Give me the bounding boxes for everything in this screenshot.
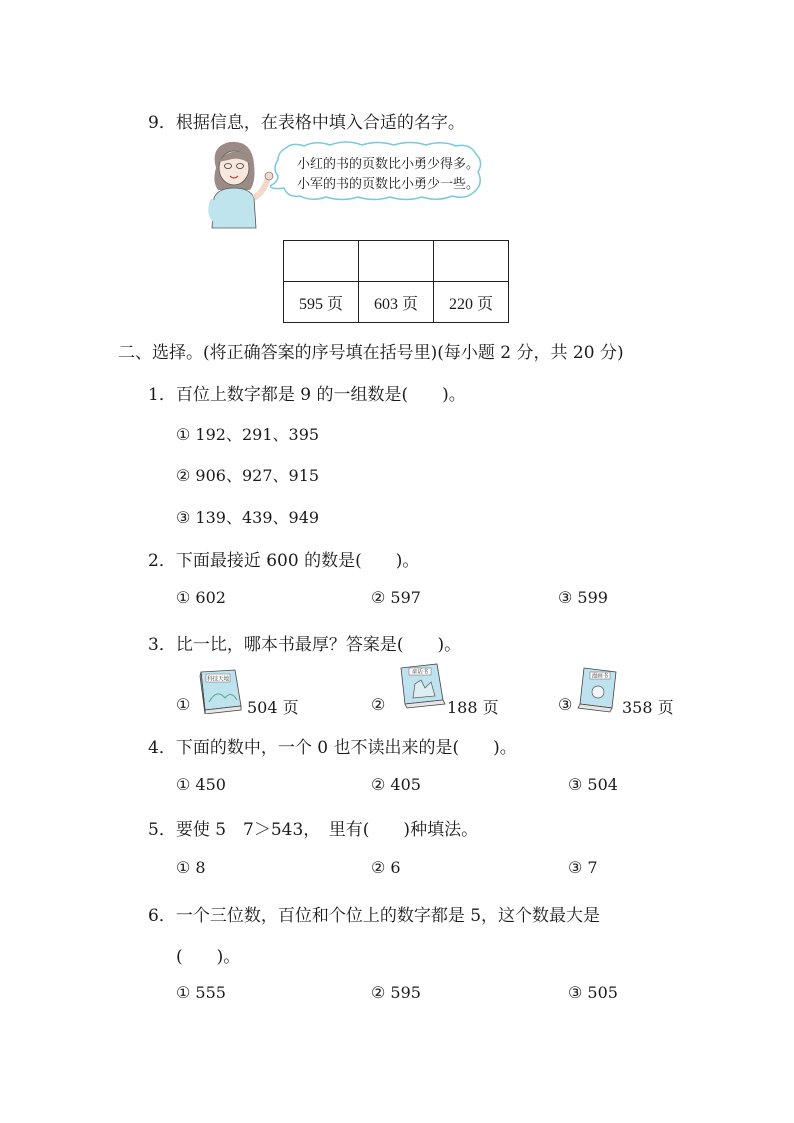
page-cell-2: 603 页 [359, 282, 434, 323]
book-3-title: 漫画书 [591, 673, 609, 680]
question-3-mark-1[interactable]: ① [176, 695, 191, 714]
question-1-option-1[interactable]: ① 192、291、395 [176, 425, 320, 444]
name-cell-3[interactable] [434, 241, 509, 282]
question-4-option-1[interactable]: ① 450 [176, 775, 226, 794]
question-3-mark-2[interactable]: ② [371, 695, 386, 714]
question-3-pages-3: 358 页 [622, 698, 674, 717]
name-table [283, 240, 509, 323]
question-6-option-3[interactable]: ③ 505 [568, 983, 618, 1002]
question-4-stem: 4．下面的数中，一个 0 也不读出来的是( )。 [148, 738, 517, 758]
question-4-option-3[interactable]: ③ 504 [568, 775, 618, 794]
question-3-pages-1: 504 页 [247, 698, 299, 717]
question-6-stem: 6．一个三位数，百位和个位上的数字都是 5，这个数最大是 [148, 906, 601, 926]
question-1-option-3[interactable]: ③ 139、439、949 [176, 508, 320, 527]
bubble-line-2: 小军的书的页数比小勇少一些。 [297, 177, 480, 192]
book-2-title: 童话书 [411, 669, 429, 676]
page-cell-1: 595 页 [284, 282, 359, 323]
bubble-line-1: 小红的书的页数比小勇少得多。 [297, 157, 480, 172]
page-cell-3: 220 页 [434, 282, 509, 323]
question-3-stem: 3．比一比，哪本书最厚？答案是( )。 [148, 635, 462, 655]
name-cell-1[interactable] [284, 241, 359, 282]
question-2-option-2[interactable]: ② 597 [371, 588, 421, 607]
question-6-option-1[interactable]: ① 555 [176, 983, 226, 1002]
question-2-stem: 2．下面最接近 600 的数是( )。 [148, 551, 420, 571]
question-2-option-3[interactable]: ③ 599 [558, 588, 608, 607]
section-2-title: 二、选择。(将正确答案的序号填在括号里)(每小题 2 分，共 20 分) [118, 343, 624, 363]
question-3-pages-2: 188 页 [447, 698, 499, 717]
question-5-option-2[interactable]: ② 6 [371, 858, 401, 877]
girl-illustration [200, 138, 278, 230]
question-6-option-2[interactable]: ② 595 [371, 983, 421, 1002]
question-3-mark-3[interactable]: ③ [558, 695, 573, 714]
book-manhuashu-icon [576, 664, 622, 716]
book-1-title: 科技天地 [206, 676, 230, 683]
question-5-option-3[interactable]: ③ 7 [568, 858, 598, 877]
question-2-option-1[interactable]: ① 602 [176, 588, 226, 607]
book-tonghuashu-icon [397, 662, 449, 710]
question-9-title: 9．根据信息，在表格中填入合适的名字。 [148, 113, 465, 133]
question-6-stem-continued: ( )。 [176, 947, 241, 967]
question-5-stem: 5．要使 5 7＞543， 里有( )种填法。 [148, 820, 479, 840]
question-4-option-2[interactable]: ② 405 [371, 775, 421, 794]
book-kejitiandi-icon [195, 668, 245, 714]
name-cell-2[interactable] [359, 241, 434, 282]
question-1-option-2[interactable]: ② 906、927、915 [176, 466, 320, 485]
question-5-option-1[interactable]: ① 8 [176, 858, 206, 877]
question-1-stem: 1．百位上数字都是 9 的一组数是( )。 [148, 385, 466, 405]
